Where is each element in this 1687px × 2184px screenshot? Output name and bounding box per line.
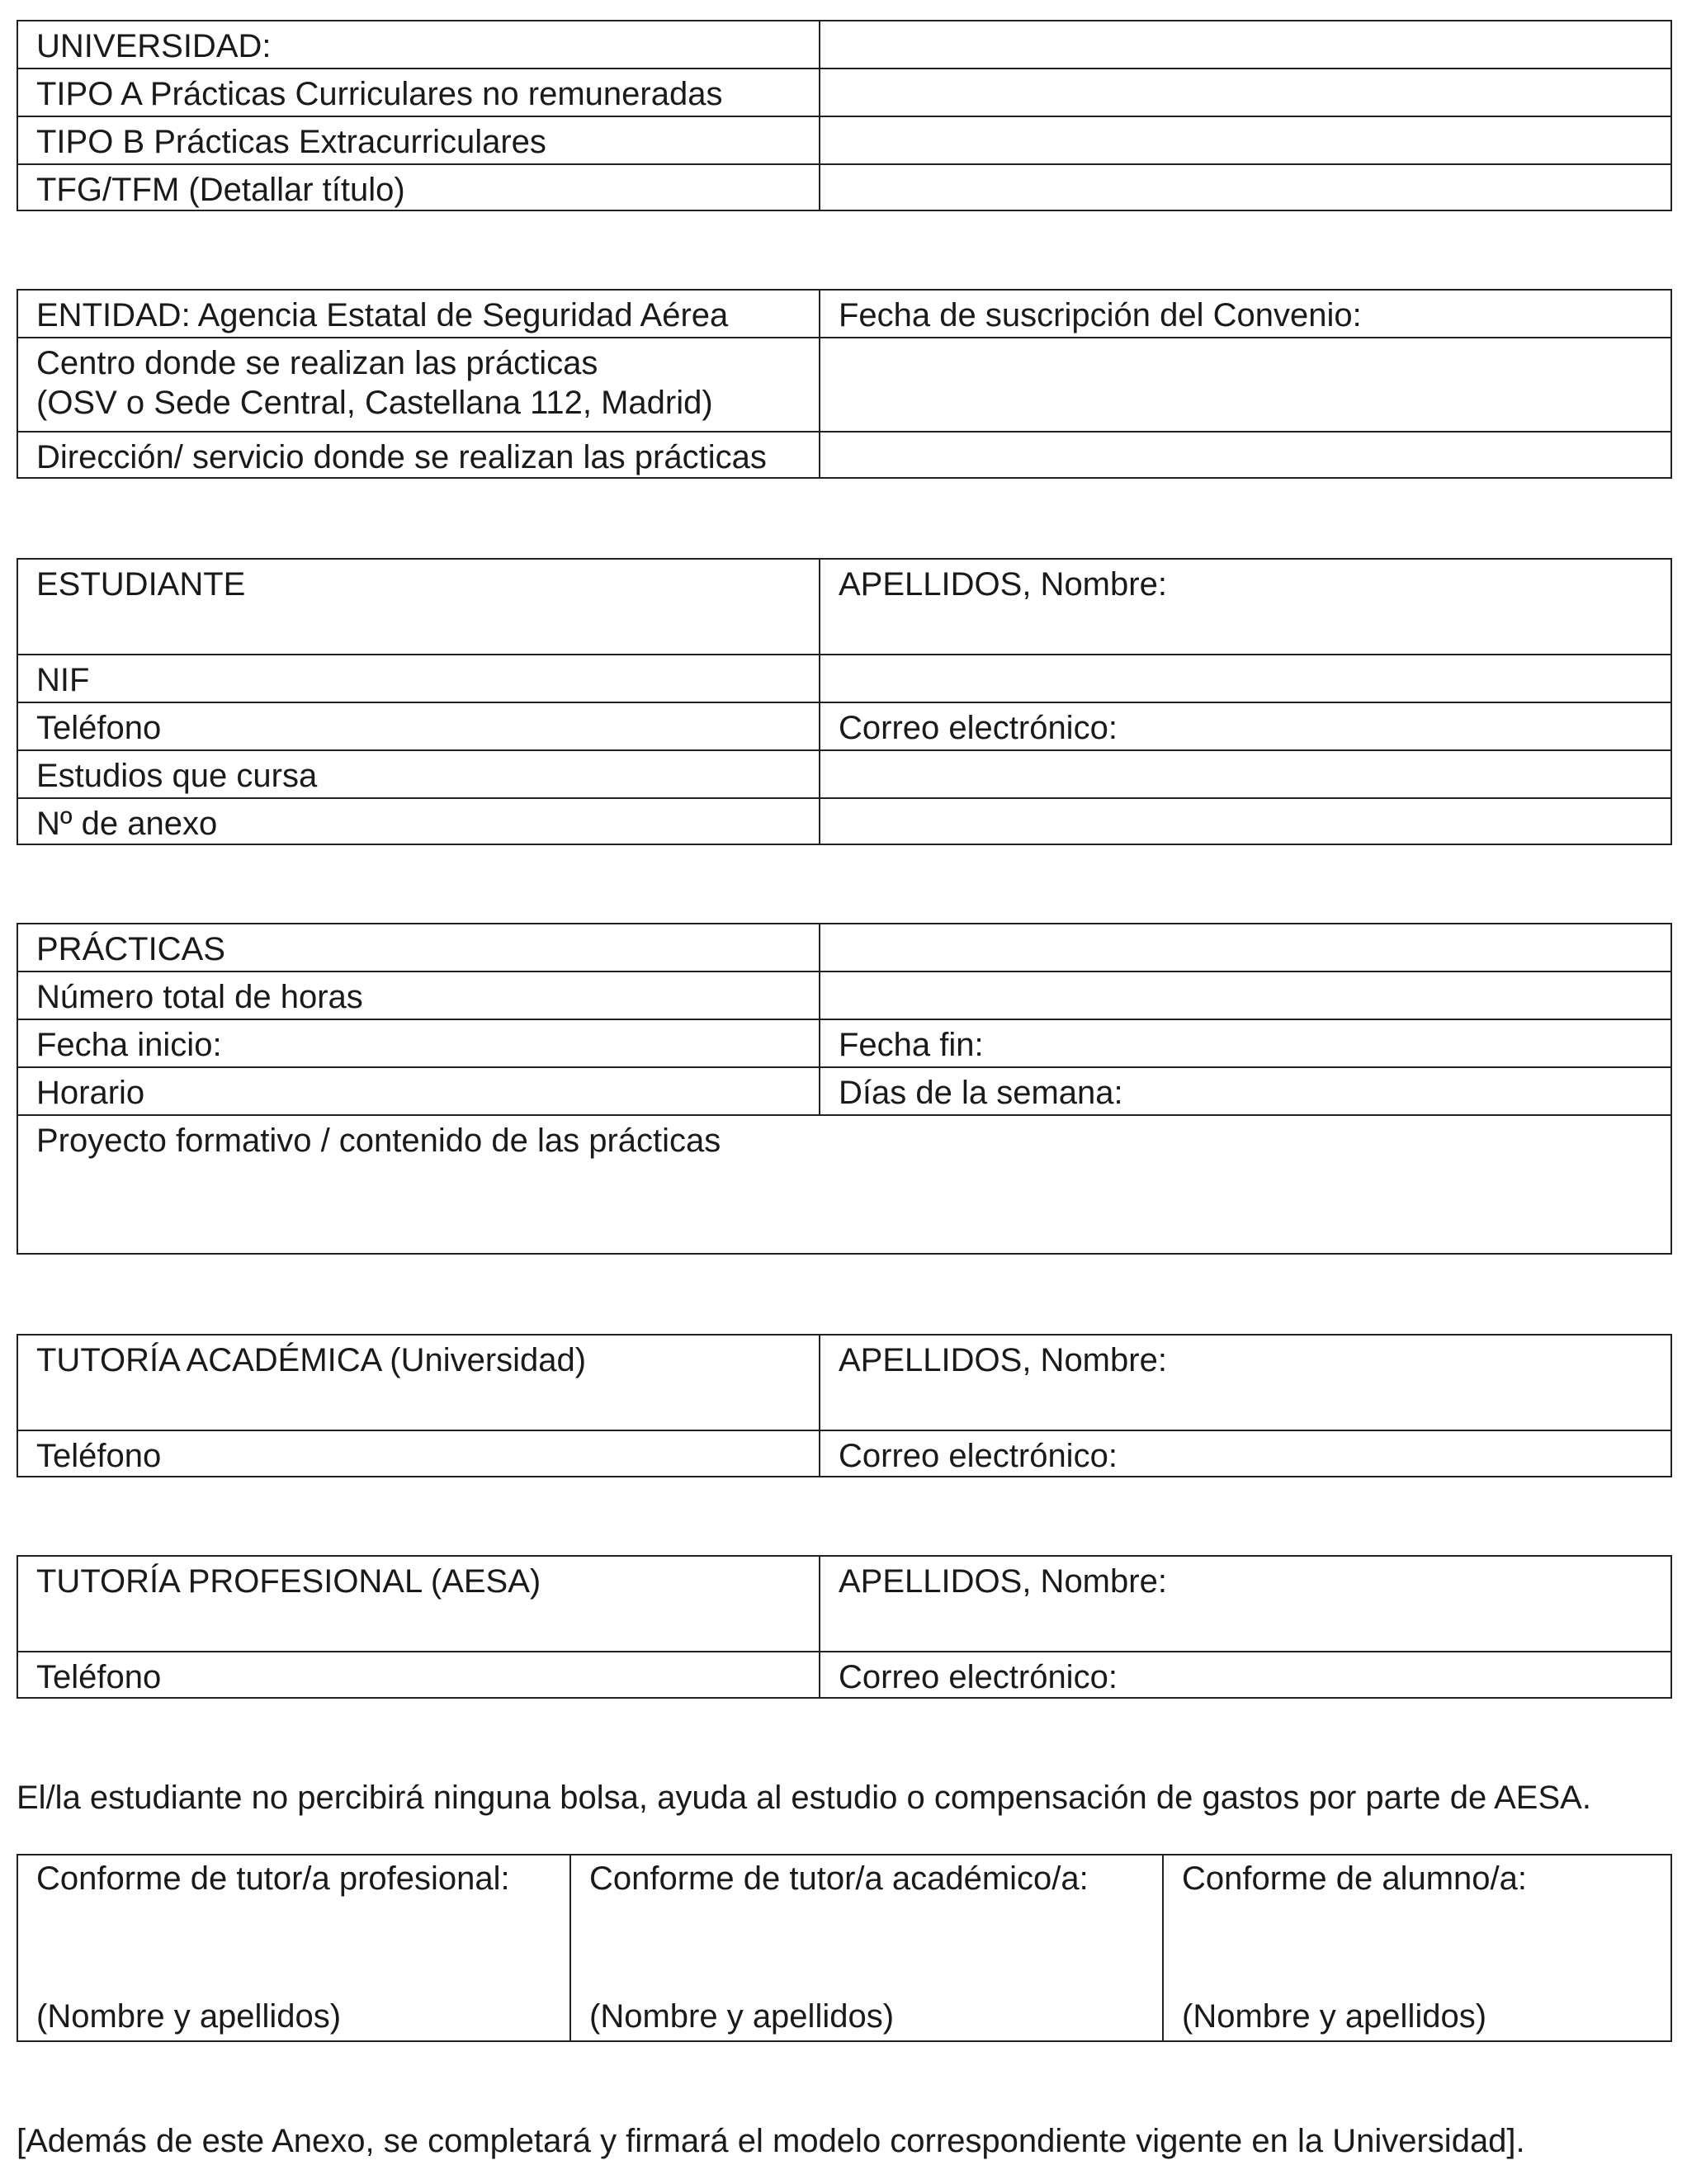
tfg-tfm-field[interactable] xyxy=(820,165,1670,210)
nombre-apellidos-label: (Nombre y apellidos) xyxy=(36,1998,342,2035)
horas-field[interactable] xyxy=(820,972,1670,1019)
nif-label: NIF xyxy=(18,655,820,702)
estudiante-correo-field[interactable]: Correo electrónico: xyxy=(839,710,1118,746)
fecha-inicio-field[interactable]: Fecha inicio: xyxy=(18,1020,820,1066)
universidad-table xyxy=(17,20,1672,211)
conforme-tutor-profesional[interactable] xyxy=(18,1855,571,2040)
tutoria-academica-label: TUTORÍA ACADÉMICA (Universidad) xyxy=(18,1335,820,1430)
table-row xyxy=(18,560,1670,654)
fecha-fin-field[interactable]: Fecha fin: xyxy=(839,1027,984,1063)
tipo-a-field[interactable] xyxy=(820,69,1670,116)
tutoria-profesional-label: TUTORÍA PROFESIONAL (AESA) xyxy=(18,1557,820,1651)
estudiante-telefono-label: Teléfono xyxy=(18,703,820,749)
estudiante-apellidos-field[interactable]: APELLIDOS, Nombre: xyxy=(839,566,1167,603)
anexo-label: Nº de anexo xyxy=(18,799,820,844)
tutoria-profesional-telefono-field[interactable]: Teléfono xyxy=(18,1652,820,1697)
table-row xyxy=(18,1651,1670,1697)
tipo-a-label: TIPO A Prácticas Curriculares no remuneradas xyxy=(18,69,820,116)
conformes-table xyxy=(17,1854,1672,2042)
nota-bolsa: El/la estudiante no percibirá ninguna bolsa, ayuda al estudio o compensación de gastos por parte de AESA. xyxy=(17,1780,1591,1816)
conforme-tutor-academico-label: Conforme de tutor/a académico/a: xyxy=(589,1860,1089,1897)
table-row xyxy=(18,1019,1670,1066)
dias-semana-field[interactable]: Días de la semana: xyxy=(839,1075,1123,1111)
estudios-label: Estudios que cursa xyxy=(18,751,820,797)
table-row xyxy=(18,924,1670,971)
centro-line1: Centro donde se realizan las prácticas xyxy=(36,345,598,381)
tfg-tfm-label: TFG/TFM (Detallar título) xyxy=(18,165,820,210)
tutoria-academica-table xyxy=(17,1334,1672,1477)
centro-line2: (OSV o Sede Central, Castellana 112, Madrid) xyxy=(36,385,713,421)
table-row xyxy=(18,749,1670,797)
entidad-label: ENTIDAD: Agencia Estatal de Seguridad Aérea xyxy=(18,291,820,337)
conforme-tutor-academico[interactable] xyxy=(571,1855,1164,2040)
table-row xyxy=(18,68,1670,116)
estudiante-label: ESTUDIANTE xyxy=(18,560,820,654)
table-row xyxy=(18,116,1670,163)
conforme-tutor-profesional-label: Conforme de tutor/a profesional: xyxy=(36,1860,510,1897)
tutoria-academica-correo-field[interactable]: Correo electrónico: xyxy=(839,1438,1118,1474)
tutoria-academica-apellidos-field[interactable]: APELLIDOS, Nombre: xyxy=(839,1342,1167,1378)
nif-field[interactable] xyxy=(820,655,1670,702)
tipo-b-field[interactable] xyxy=(820,117,1670,163)
direccion-label: Dirección/ servicio donde se realizan las prácticas xyxy=(18,433,820,477)
table-row xyxy=(18,163,1670,210)
tutoria-profesional-table xyxy=(17,1555,1672,1699)
conforme-alumno-label: Conforme de alumno/a: xyxy=(1182,1860,1528,1897)
table-row xyxy=(18,654,1670,702)
nota-final: [Además de este Anexo, se completará y firmará el modelo correspondiente vigente en la Universidad]. xyxy=(17,2123,1525,2159)
practicas-field[interactable] xyxy=(820,924,1670,971)
tipo-b-label: TIPO B Prácticas Extracurriculares xyxy=(18,117,820,163)
nombre-apellidos-label: (Nombre y apellidos) xyxy=(589,1998,895,2035)
universidad-label: UNIVERSIDAD: xyxy=(18,21,820,68)
horas-label: Número total de horas xyxy=(18,972,820,1019)
centro-field[interactable] xyxy=(820,338,1670,431)
practicas-label: PRÁCTICAS xyxy=(18,924,820,971)
table-row xyxy=(18,1335,1670,1430)
table-row xyxy=(18,702,1670,749)
centro-label xyxy=(18,338,820,431)
entidad-table xyxy=(17,289,1672,479)
table-row xyxy=(18,797,1670,844)
fecha-convenio-label[interactable]: Fecha de suscripción del Convenio: xyxy=(839,297,1362,333)
table-row xyxy=(18,1557,1670,1651)
tutoria-profesional-correo-field[interactable]: Correo electrónico: xyxy=(839,1659,1118,1695)
table-row xyxy=(18,291,1670,337)
table-row xyxy=(18,1114,1670,1253)
horario-field[interactable]: Horario xyxy=(18,1068,820,1114)
estudios-field[interactable] xyxy=(820,751,1670,797)
universidad-field[interactable] xyxy=(820,21,1670,68)
estudiante-table xyxy=(17,558,1672,845)
anexo-field[interactable] xyxy=(820,799,1670,844)
table-row xyxy=(18,1430,1670,1476)
table-row xyxy=(18,337,1670,431)
table-row xyxy=(18,21,1670,68)
conforme-alumno[interactable] xyxy=(1164,1855,1670,2040)
table-row xyxy=(18,971,1670,1019)
nombre-apellidos-label: (Nombre y apellidos) xyxy=(1182,1998,1487,2035)
table-row xyxy=(18,431,1670,477)
tutoria-academica-telefono-field[interactable]: Teléfono xyxy=(18,1431,820,1476)
practicas-table xyxy=(17,923,1672,1255)
table-row xyxy=(18,1066,1670,1114)
direccion-field[interactable] xyxy=(820,433,1670,477)
proyecto-formativo-field[interactable]: Proyecto formativo / contenido de las prácticas xyxy=(36,1123,721,1159)
tutoria-profesional-apellidos-field[interactable]: APELLIDOS, Nombre: xyxy=(839,1563,1167,1600)
